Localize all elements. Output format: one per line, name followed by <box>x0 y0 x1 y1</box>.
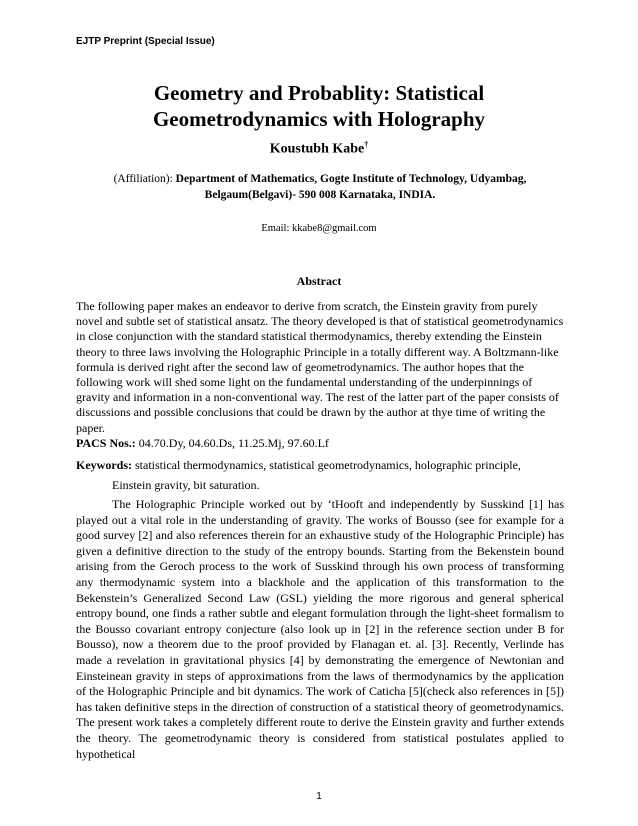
keywords-continued: Einstein gravity, bit saturation. <box>112 478 260 492</box>
author <box>0 140 638 158</box>
paper-title <box>0 80 638 132</box>
pacs-value: 04.70.Dy, 04.60.Ds, 11.25.Mj, 97.60.Lf <box>135 436 329 450</box>
page-number: 1 <box>316 791 322 802</box>
affiliation-text: Department of Mathematics, Gogte Institute of Technology, Udyambag, Belgaum(Belgavi)- 590 008 Karnataka, INDIA. <box>175 173 527 201</box>
pacs-label: PACS Nos.: <box>76 436 136 450</box>
author-name: Koustubh Kabe <box>269 141 365 157</box>
abstract-text: The following paper makes an endeavor to derive from scratch, the Einstein gravity from purely novel and subtle set of statistical ansatz. The theory developed is that of statistical geometrodynamics in close conjunction with the standard statistical thermodynamics, thereby extending the Einstein theory to three laws involving the Holographic Principle in a totally different way. A Boltzmann-like formula is derived right after the second law of geometrodynamics. The author hopes that the following work will shed some light on the fundamental understanding of the underpinnings of gravity and information in a non-conventional way. The rest of the latter part of the paper consists of discussions and possible conclusions that could be drawn by the author at thye time of writing the paper. <box>76 299 564 435</box>
keywords-line <box>76 458 566 473</box>
running-header: EJTP Preprint (Special Issue) <box>76 36 215 47</box>
author-footnote-mark: † <box>364 140 369 149</box>
title-line-2: Geometrodynamics with Holography <box>152 107 486 131</box>
title-line-1: Geometry and Probablity: Statistical <box>153 81 485 105</box>
keywords-value: statistical thermodynamics, statistical geometrodynamics, holographic principle, <box>132 458 521 472</box>
abstract-heading: Abstract <box>296 274 342 288</box>
pacs-line <box>76 436 566 451</box>
keywords-label: Keywords: <box>76 458 132 472</box>
affiliation-prefix: (Affiliation): <box>113 173 176 185</box>
affiliation <box>100 171 540 203</box>
body-paragraph: The Holographic Principle worked out by ‘tHooft and independently by Susskind [1] has played out a vital role in the understanding of gravity. The works of Bousso (see for example for a good survey [2] and also references therein for an exhaustive study of the Holographic Principle) has given a definitive direction to the study of the entropy bounds. Starting from the Bekenstein bound arising from the Geroch process to the work of Susskind through his own process of transforming any thermodynamic system into a blackhole and the application of this transformation to the Bekenstein’s Generalized Second Law (GSL) yielding the more rigorous and general spherical entropy bound, one finds a rather subtle and elegant formulation through the light-sheet formalism to the Bousso covariant entropy conjecture (also look up in [2] in the reference section under B for Bousso), now a theorem due to the proof provided by Flanagan et. al. [3]. Recently, Verlinde has made a revelation in gravitational physics [4] by demonstrating the emergence of Newtonian and Einsteinean gravity in steps of approximations from the laws of thermodynamics by the application of the Holographic Principle and bit dynamics. The work of Caticha [5](check also references in [5]) has taken definitive steps in the direction of construction of a statistical theory of geometrodynamics. The present work takes a completely different route to derive the Einstein gravity and further extends the theory. The geometrodynamic theory is considered from statistical postulates applied to hypothetical <box>76 497 564 761</box>
author-email: Email: kkabe8@gmail.com <box>261 223 377 234</box>
